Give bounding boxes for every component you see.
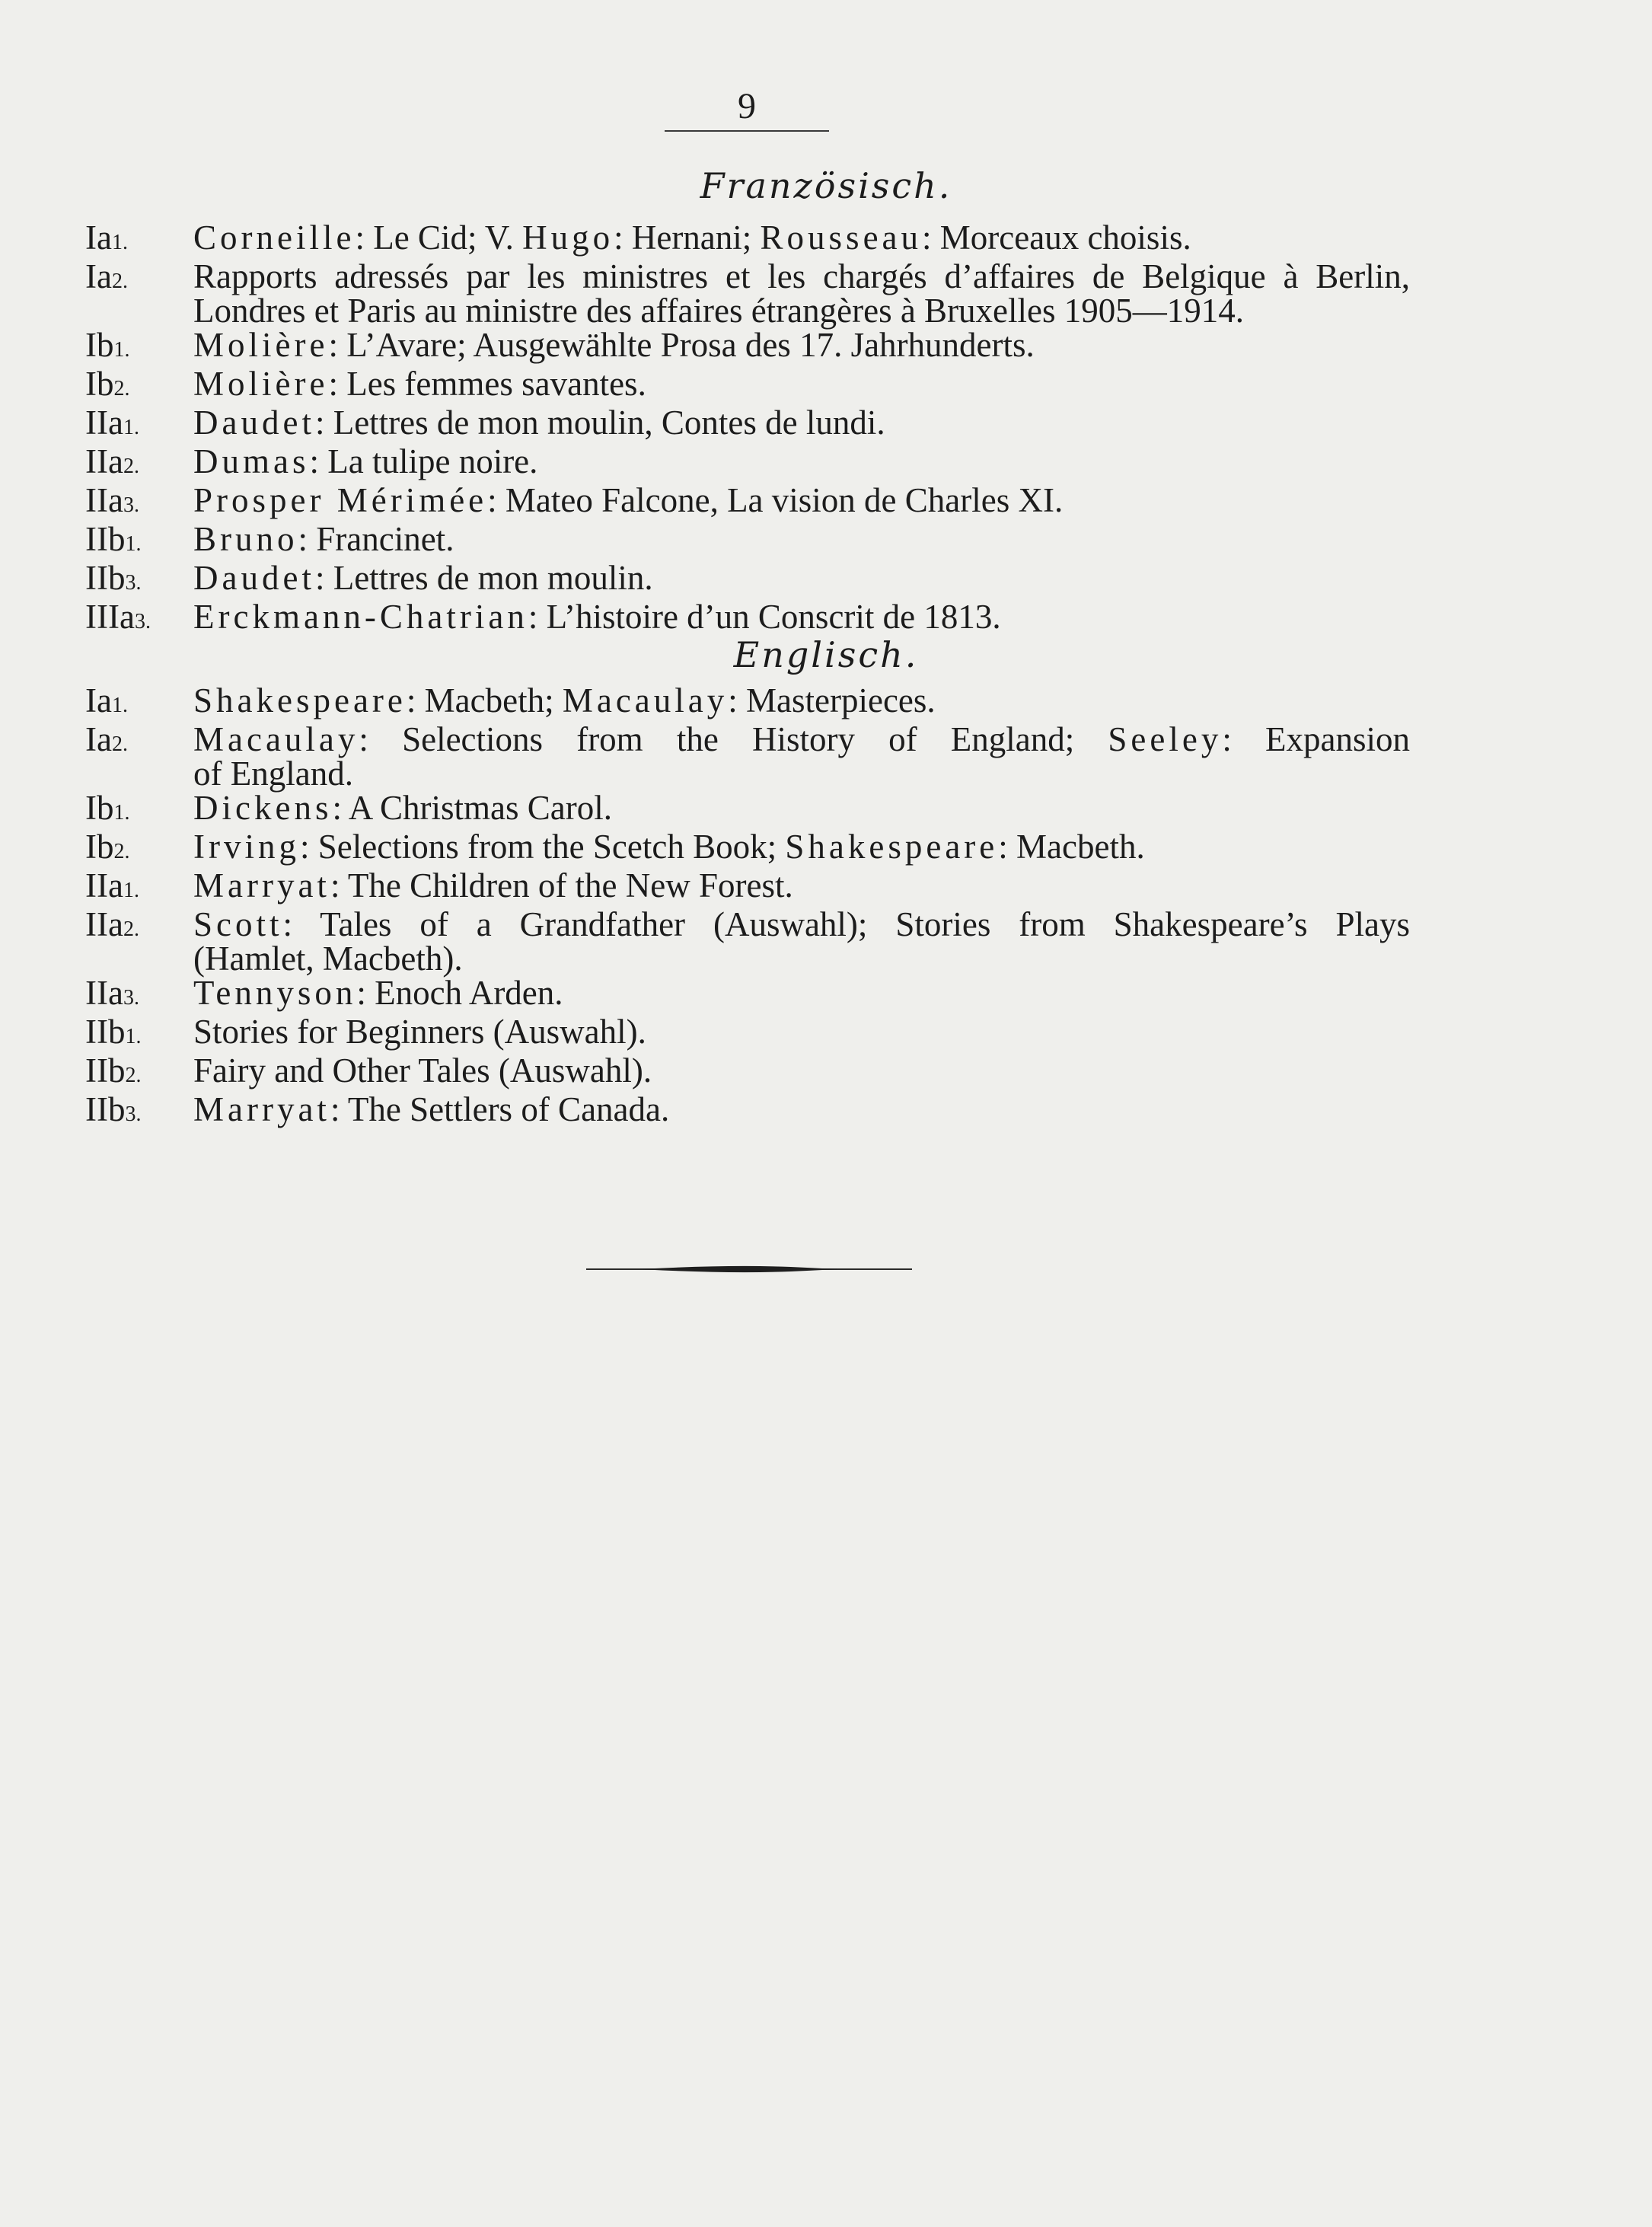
entry-text-segment: Fairy and Other Tales (Auswahl). [193,1051,652,1090]
list-item [85,406,1410,445]
class-code: Ia1. [85,681,128,719]
class-code: IIa1. [85,404,139,442]
entry-text-segment: : The Children of the New Forest. [330,866,793,905]
entry-text-segment: : Le Cid; V. [355,219,523,257]
entry-text-segment: : Selections from the History of England; [359,720,1108,758]
entry-text [193,830,1410,869]
entry-text [193,720,1410,793]
entry-text [193,866,1410,908]
reading-list-french [85,221,1410,639]
author-name: Dumas [193,442,310,480]
author-name: Corneille [193,219,356,257]
list-item [85,681,1410,723]
author-name: Marryat [193,1090,330,1128]
list-item [85,561,1410,600]
entry-text-segment: : Enoch Arden. [356,974,563,1012]
entry-text [193,561,1410,600]
entry-text-segment: : Masterpieces. [728,681,936,719]
list-item [85,830,1410,869]
author-name: Dickens [193,789,333,827]
author-name: Marryat [193,866,330,905]
author-name: Erckmann-Chatrian [193,598,528,636]
class-code: IIb1. [85,1013,142,1051]
class-code: IIa2. [85,442,139,480]
entry-text [193,328,1410,367]
entry-text-segment: : Macbeth; [406,681,563,719]
class-code: Ia2. [85,720,128,758]
entry-text-segment: Stories for Beginners (Auswahl). [193,1013,646,1051]
end-ornament-rule [586,1264,912,1275]
entry-text-segment: (Hamlet, Macbeth). [193,940,463,978]
author-name: Bruno [193,520,298,558]
section-title-english: Englisch. [733,634,919,675]
entry-text [193,1051,1410,1093]
list-item [85,257,1410,330]
author-name: Daudet [193,559,315,597]
author-name: Shakespeare [785,828,999,866]
list-item [85,791,1410,830]
author-name: Hugo [522,219,614,257]
class-code: Ib2. [85,365,130,403]
class-code: Ia2. [85,257,128,295]
list-item [85,483,1410,522]
entry-text-segment: : Macbeth. [998,828,1145,866]
author-name: Irving [193,828,300,866]
author-name: Macaulay [193,720,359,758]
entry-text [193,367,1410,406]
reading-list-english [85,681,1410,1131]
class-code: Ib1. [85,789,130,827]
list-item [85,905,1410,978]
entry-text [193,1090,1410,1131]
page-number-rule [665,130,829,132]
entry-text [193,257,1410,330]
author-name: Prosper Mérimée [193,481,488,519]
entry-text-segment: Londres et Paris au ministre des affaires étrangères à Bruxelles 1905—1914. [193,292,1245,330]
class-code: IIa1. [85,866,139,905]
entry-text [193,442,1410,483]
class-code: IIa2. [85,905,139,943]
entry-text-segment: : Morceaux choisis. [922,219,1191,257]
entry-text-segment: Rapports adressés par les ministres et les chargés d’affaires de Belgique à Berlin, [193,257,1410,295]
entry-text-segment: : The Settlers of Canada. [330,1090,670,1128]
entry-text [193,976,1410,1015]
class-code: Ib1. [85,326,130,364]
entry-text [193,681,1410,723]
entry-text-segment: : Lettres de mon moulin, Contes de lundi. [314,404,885,442]
entry-text-segment: : Mateo Falcone, La vision de Charles XI. [487,481,1064,519]
list-item [85,720,1410,793]
list-item [85,522,1410,561]
list-item [85,866,1410,908]
author-name: Seeley [1108,720,1223,758]
list-item [85,1015,1410,1054]
entry-text-segment: : Lettres de mon moulin. [314,559,653,597]
author-name: Rousseau [760,219,923,257]
entry-text-segment: : Les femmes savantes. [328,365,646,403]
entry-text-segment: of England. [193,755,353,793]
page-number: 9 [738,86,756,126]
entry-text [193,1015,1410,1054]
section-title-french: Französisch. [700,165,952,206]
class-code: IIb3. [85,1090,142,1128]
entry-text-segment: : Tales of a Grandfather (Auswahl); Stories from Shakespeare’s Plays [282,905,1410,943]
list-item [85,1051,1410,1093]
entry-text [193,905,1410,978]
entry-text [193,791,1410,830]
list-item [85,367,1410,406]
entry-text-segment: : Selections from the Scetch Book; [299,828,786,866]
class-code: Ib2. [85,828,130,866]
author-name: Molière [193,365,329,403]
author-name: Shakespeare [193,681,407,719]
entry-text-segment: : La tulipe noire. [309,442,538,480]
author-name: Molière [193,326,329,364]
class-code: IIIa3. [85,598,151,636]
entry-text [193,483,1410,522]
list-item [85,1090,1410,1131]
class-code: IIb3. [85,559,142,597]
list-item [85,328,1410,367]
entry-text-segment: : Expansion [1222,720,1410,758]
author-name: Macaulay [562,681,729,719]
class-code: IIb1. [85,520,142,558]
entry-text-segment: : L’Avare; Ausgewählte Prosa des 17. Jahrhunderts. [328,326,1035,364]
class-code: IIa3. [85,974,139,1012]
list-item [85,442,1410,483]
entry-text-segment: : Hernani; [614,219,761,257]
entry-text-segment: : A Christmas Carol. [332,789,612,827]
list-item [85,221,1410,260]
author-name: Scott [193,905,283,943]
author-name: Daudet [193,404,315,442]
author-name: Tennyson [193,974,357,1012]
entry-text [193,522,1410,561]
entry-text [193,406,1410,445]
list-item [85,976,1410,1015]
class-code: IIa3. [85,481,139,519]
entry-text [193,221,1410,260]
class-code: Ia1. [85,219,128,257]
class-code: IIb2. [85,1051,142,1090]
entry-text-segment: : L’histoire d’un Conscrit de 1813. [528,598,1001,636]
entry-text-segment: : Francinet. [298,520,454,558]
